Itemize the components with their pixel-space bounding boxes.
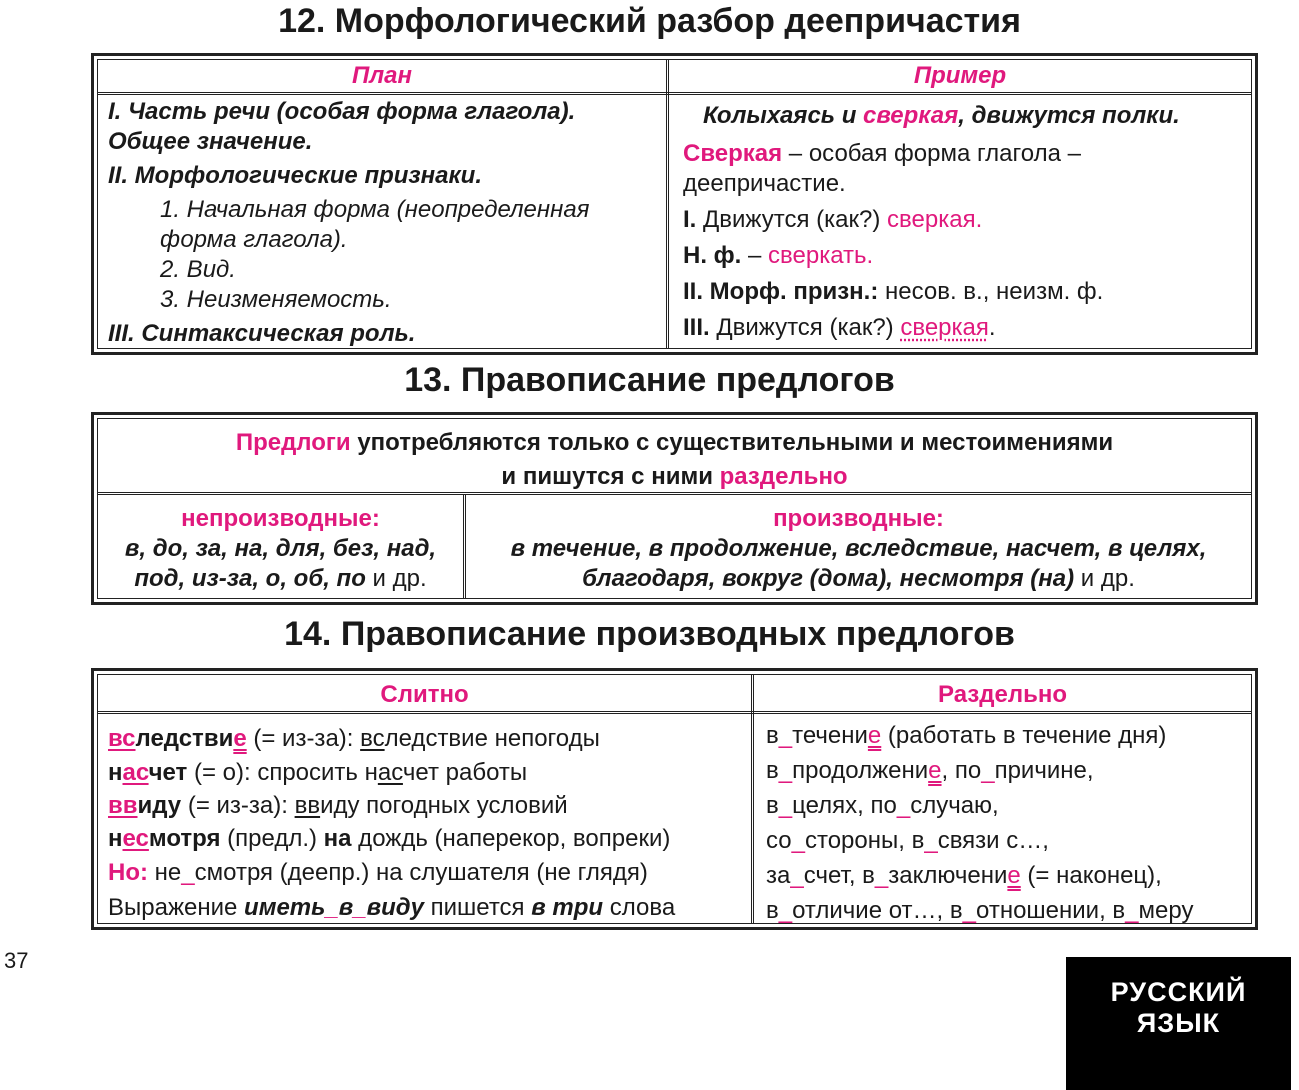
text-fragment: связи с…, <box>937 827 1049 854</box>
text-fragment: _ <box>874 862 889 889</box>
non-derived-column <box>98 495 463 598</box>
non-derived-line: в, до, за, на, для, без, над, <box>124 535 437 562</box>
together-line <box>108 759 527 787</box>
text-fragment: е <box>928 757 942 784</box>
text-fragment: в <box>766 757 779 784</box>
text-fragment: заключени <box>888 862 1008 889</box>
non-derived-line <box>98 565 463 593</box>
text-fragment: и др. <box>1074 565 1135 592</box>
text-fragment: вв <box>108 792 138 819</box>
text-fragment: вв <box>294 792 321 819</box>
separately-line <box>766 897 1193 925</box>
text-fragment: пишется <box>423 894 532 921</box>
section-12-table <box>91 53 1258 355</box>
text-fragment: несов. в., неизм. ф. <box>878 278 1104 305</box>
text-fragment: н <box>108 825 123 852</box>
text-fragment: отношении, в <box>976 897 1126 924</box>
text-fragment: продолжени <box>792 757 929 784</box>
plan-line: форма глагола). <box>160 226 348 253</box>
text-fragment: – особая форма глагола – <box>782 140 1081 167</box>
text-fragment: е <box>1007 862 1021 889</box>
text-fragment: Движутся (как?) <box>696 206 888 233</box>
section-14-table <box>91 668 1258 930</box>
together-header: Слитно <box>380 681 469 708</box>
plan-line: Общее значение. <box>108 128 313 155</box>
plan-header: План <box>351 62 413 89</box>
example-line <box>683 314 996 342</box>
text-fragment: _ <box>325 894 339 921</box>
separately-line <box>766 792 999 820</box>
text-fragment: _ <box>353 894 367 921</box>
text-fragment: _ <box>778 792 793 819</box>
separately-line <box>766 827 1049 855</box>
plan-line: 1. Начальная форма (неопределенная <box>160 196 590 223</box>
text-fragment: Но: <box>108 859 148 886</box>
text-fragment: (= наконец), <box>1020 862 1162 889</box>
separately-line <box>766 722 1166 750</box>
text-fragment: е <box>867 722 882 749</box>
derived-column <box>466 495 1251 598</box>
section-12-title: 12. Морфологический разбор деепричастия <box>278 2 1021 40</box>
text-fragment: течени <box>792 722 868 749</box>
text-fragment: сверкая. <box>887 206 983 233</box>
text-fragment: (работать в течение дня) <box>881 722 1167 749</box>
text-fragment: на <box>323 825 352 852</box>
text-fragment: в <box>766 792 779 819</box>
text-fragment: в три <box>531 894 604 921</box>
text-fragment: Сверкая <box>683 140 783 167</box>
example-line <box>683 278 1103 306</box>
text-fragment: и пишутся с ними <box>501 463 720 490</box>
prepositions-rule-line-2 <box>98 463 1251 491</box>
text-fragment: Н. ф. <box>683 242 742 269</box>
text-fragment: в <box>766 722 779 749</box>
example-line <box>683 242 873 270</box>
example-header: Пример <box>913 62 1007 89</box>
text-fragment: за <box>766 862 791 889</box>
text-fragment: и др. <box>365 565 427 592</box>
text-fragment: Движутся (как?) <box>709 314 901 341</box>
together-line <box>108 792 568 820</box>
plan-line: I. Часть речи (особая форма глагола). <box>108 98 576 125</box>
text-fragment: иметь <box>244 894 326 921</box>
section-13-table <box>91 412 1258 605</box>
text-fragment: смотря (деепр.) на слушателя (не глядя) <box>194 859 648 886</box>
text-fragment: Предлоги <box>235 429 351 456</box>
text-fragment: _ <box>778 722 793 749</box>
text-fragment: II. Морф. призн.: <box>683 278 879 305</box>
text-fragment: сверкать. <box>768 242 874 269</box>
text-fragment: Выражение <box>108 894 245 921</box>
together-line <box>108 894 675 922</box>
text-fragment: виду <box>366 894 424 921</box>
text-fragment: сверкая <box>863 102 959 129</box>
text-fragment: со <box>766 827 792 854</box>
text-fragment: е <box>233 725 247 752</box>
example-column <box>669 60 1251 348</box>
text-fragment: вс <box>108 725 136 752</box>
text-fragment: стороны, в <box>804 827 925 854</box>
text-fragment: чет <box>148 759 188 786</box>
text-fragment: Колыхаясь и <box>703 102 864 129</box>
text-fragment: ес <box>122 825 149 852</box>
together-line <box>108 859 648 887</box>
text-fragment: под, из-за, о, об, по <box>134 565 366 592</box>
section-13-title: 13. Правописание предлогов <box>404 361 895 399</box>
together-line <box>108 725 600 753</box>
text-fragment: счет, в <box>803 862 875 889</box>
text-fragment: _ <box>896 792 911 819</box>
text-fragment: ас <box>377 759 403 786</box>
subject-badge: РУССКИЙ ЯЗЫК <box>1066 957 1291 1090</box>
separately-line <box>766 757 1094 785</box>
text-fragment: в <box>766 897 779 924</box>
text-fragment: (= о): спросить н <box>187 759 378 786</box>
plan-line: III. Синтаксическая роль. <box>108 320 416 347</box>
derived-line: в течение, в продолжение, вследствие, насчет, в целях, <box>510 535 1207 562</box>
text-fragment: III. <box>683 314 710 341</box>
text-fragment: _ <box>962 897 976 924</box>
text-fragment: (предл.) <box>220 825 324 852</box>
text-fragment: _ <box>790 862 804 889</box>
text-fragment: (= из-за): <box>246 725 361 752</box>
text-fragment: _ <box>981 757 995 784</box>
together-line <box>108 825 670 853</box>
prepositions-rule-line-1 <box>98 429 1251 457</box>
example-line: деепричастие. <box>683 170 846 197</box>
text-fragment: ас <box>122 759 149 786</box>
separately-column <box>754 675 1251 923</box>
text-fragment: благодаря, вокруг (дома), несмотря (на) <box>582 565 1075 592</box>
text-fragment: чет работы <box>402 759 528 786</box>
text-fragment: раздельно <box>719 463 848 490</box>
text-fragment: _ <box>791 827 805 854</box>
text-fragment: _ <box>1125 897 1139 924</box>
example-line <box>683 140 1081 168</box>
example-sentence <box>703 102 1180 130</box>
text-fragment: , движутся полки. <box>958 102 1180 129</box>
text-fragment: мотря <box>148 825 221 852</box>
plan-line: II. Морфологические признаки. <box>108 162 483 189</box>
text-fragment: ледствие непогоды <box>384 725 600 752</box>
text-fragment: сверкая <box>900 314 989 341</box>
text-fragment: I. <box>683 206 697 233</box>
text-fragment: отличие от…, в <box>792 897 963 924</box>
text-fragment: дождь (наперекор, вопреки) <box>351 825 671 852</box>
text-fragment: иду <box>137 792 182 819</box>
together-column <box>98 675 751 923</box>
example-line <box>683 206 982 234</box>
section-14-title: 14. Правописание производных предлогов <box>284 615 1015 653</box>
text-fragment: не <box>147 859 182 886</box>
text-fragment: вс <box>360 725 385 752</box>
text-fragment: целях, по <box>792 792 897 819</box>
text-fragment: . <box>988 314 996 341</box>
text-fragment: меру <box>1138 897 1194 924</box>
text-fragment: причине, <box>994 757 1094 784</box>
text-fragment: слова <box>603 894 676 921</box>
text-fragment: ледстви <box>135 725 234 752</box>
text-fragment: (= из-за): <box>181 792 295 819</box>
text-fragment: иду погодных условий <box>320 792 568 819</box>
text-fragment: употребляются только с существительными и местоимениями <box>350 429 1114 456</box>
text-fragment: _ <box>778 757 793 784</box>
text-fragment: в <box>338 894 354 921</box>
separately-line <box>766 862 1162 890</box>
text-fragment: _ <box>924 827 938 854</box>
plan-column <box>98 60 666 348</box>
plan-line: 3. Неизменяемость. <box>160 286 392 313</box>
plan-line: 2. Вид. <box>160 256 236 283</box>
separately-header: Раздельно <box>938 681 1067 708</box>
text-fragment: случаю, <box>910 792 999 819</box>
text-fragment: н <box>108 759 123 786</box>
text-fragment: _ <box>181 859 195 886</box>
derived-line <box>466 565 1251 593</box>
text-fragment: _ <box>778 897 793 924</box>
page-number: 37 <box>4 948 29 973</box>
text-fragment: – <box>741 242 769 269</box>
derived-header: производные: <box>773 505 944 532</box>
non-derived-header: непроизводные: <box>181 505 380 532</box>
text-fragment: , по <box>941 757 982 784</box>
